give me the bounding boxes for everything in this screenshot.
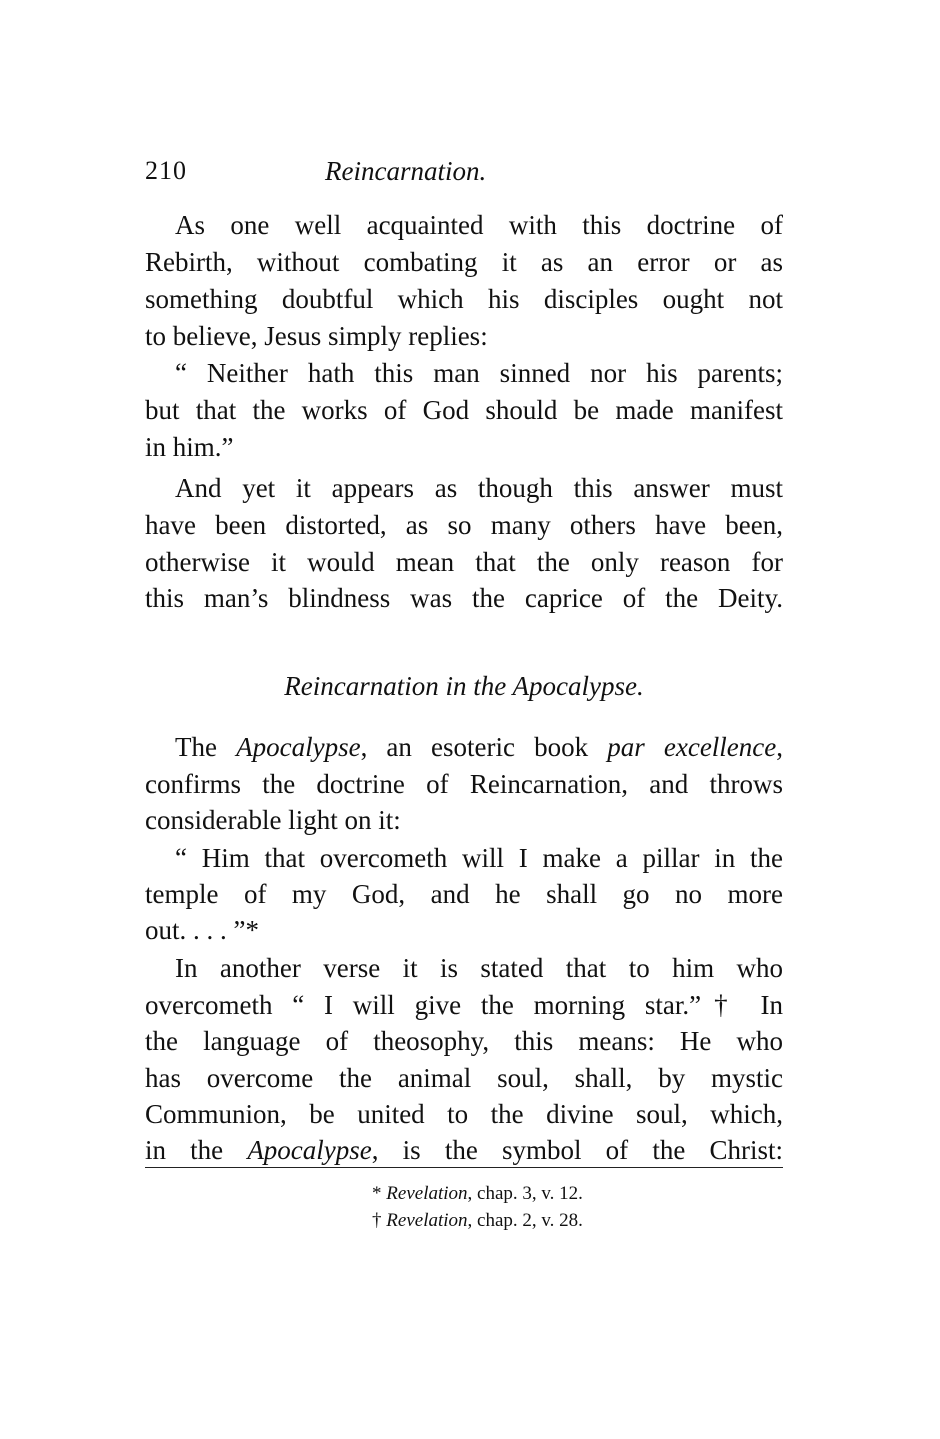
text-segment: And yet it appears as though this answer must [175, 473, 783, 503]
text-segment: confirms the doctrine of Reincarnation, and throws [145, 769, 783, 799]
italic-text: par excellence [607, 732, 777, 762]
text-line [145, 544, 783, 580]
footnote-ref: , chap. 2, v. 28. [467, 1210, 583, 1231]
text-segment: , is the symbol of the Christ: [371, 1135, 783, 1165]
italic-text: Apocalypse [247, 1135, 372, 1165]
text-segment: have been distorted, as so many others have been, [145, 510, 783, 540]
section-heading [145, 668, 783, 704]
text-segment: but that the works of God should be made manifest [145, 395, 783, 425]
text-segment: in the [145, 1135, 248, 1165]
text-segment: otherwise it would mean that the only reason for [145, 547, 783, 577]
footnote [0, 1208, 940, 1234]
text-segment: overcometh “ I will give the morning star.”† In [145, 990, 783, 1020]
text-line [145, 470, 783, 506]
text-line [145, 318, 783, 354]
footnote [0, 1181, 940, 1207]
text-line [145, 1096, 783, 1132]
text-line [145, 729, 783, 765]
footnote-mark: * [372, 1183, 382, 1204]
text-line [145, 802, 783, 838]
text-segment: to believe, Jesus simply replies: [145, 321, 488, 351]
footnote-ref: , chap. 3, v. 12. [467, 1183, 583, 1204]
text-line [145, 429, 783, 465]
text-line [145, 1132, 783, 1168]
text-segment: the language of theosophy, this means: He who [145, 1026, 783, 1056]
text-line [145, 244, 783, 280]
text-segment: something doubtful which his disciples ought not [145, 284, 783, 314]
text-line [145, 355, 783, 391]
text-segment: “ Him that overcometh will I make a pillar in the [175, 843, 783, 873]
text-line [145, 207, 783, 243]
text-segment: , an esoteric book [360, 732, 608, 762]
footnote-mark: † [372, 1210, 382, 1231]
text-segment: “ Neither hath this man sinned nor his parents; [175, 358, 783, 388]
italic-text: Apocalypse [236, 732, 361, 762]
text-segment: this man’s blindness was the caprice of the Deity. [145, 583, 783, 613]
text-line [145, 507, 783, 543]
text-segment: has overcome the animal soul, shall, by mystic [145, 1063, 783, 1093]
text-segment: in him.” [145, 432, 234, 462]
footnote-source: Revelation [386, 1210, 468, 1231]
text-segment: considerable light on it: [145, 805, 401, 835]
text-segment: The [175, 732, 237, 762]
page-number: 210 [145, 156, 187, 185]
text-line [145, 281, 783, 317]
text-segment: out. . . . ”* [145, 915, 259, 945]
text-line [145, 1023, 783, 1059]
italic-text: Reincarnation in the Apocalypse. [284, 671, 644, 701]
text-line [145, 1060, 783, 1096]
text-segment: Rebirth, without combating it as an error or as [145, 247, 783, 277]
footnote-divider [145, 1167, 783, 1168]
text-line [145, 912, 783, 948]
text-segment: , [776, 732, 784, 762]
text-segment: temple of my God, and he shall go no more [145, 879, 783, 909]
text-line [145, 876, 783, 912]
text-segment: As one well acquainted with this doctrine of [175, 210, 783, 240]
text-line [145, 392, 783, 428]
text-segment: Communion, be united to the divine soul, which, [145, 1099, 783, 1129]
text-line [145, 766, 783, 802]
text-line [145, 840, 783, 876]
text-segment: In another verse it is stated that to him who [175, 953, 783, 983]
text-line [145, 987, 783, 1023]
text-line [145, 950, 783, 986]
text-line [145, 580, 783, 616]
running-title: Reincarnation. [325, 156, 487, 186]
footnote-source: Revelation [386, 1183, 468, 1204]
